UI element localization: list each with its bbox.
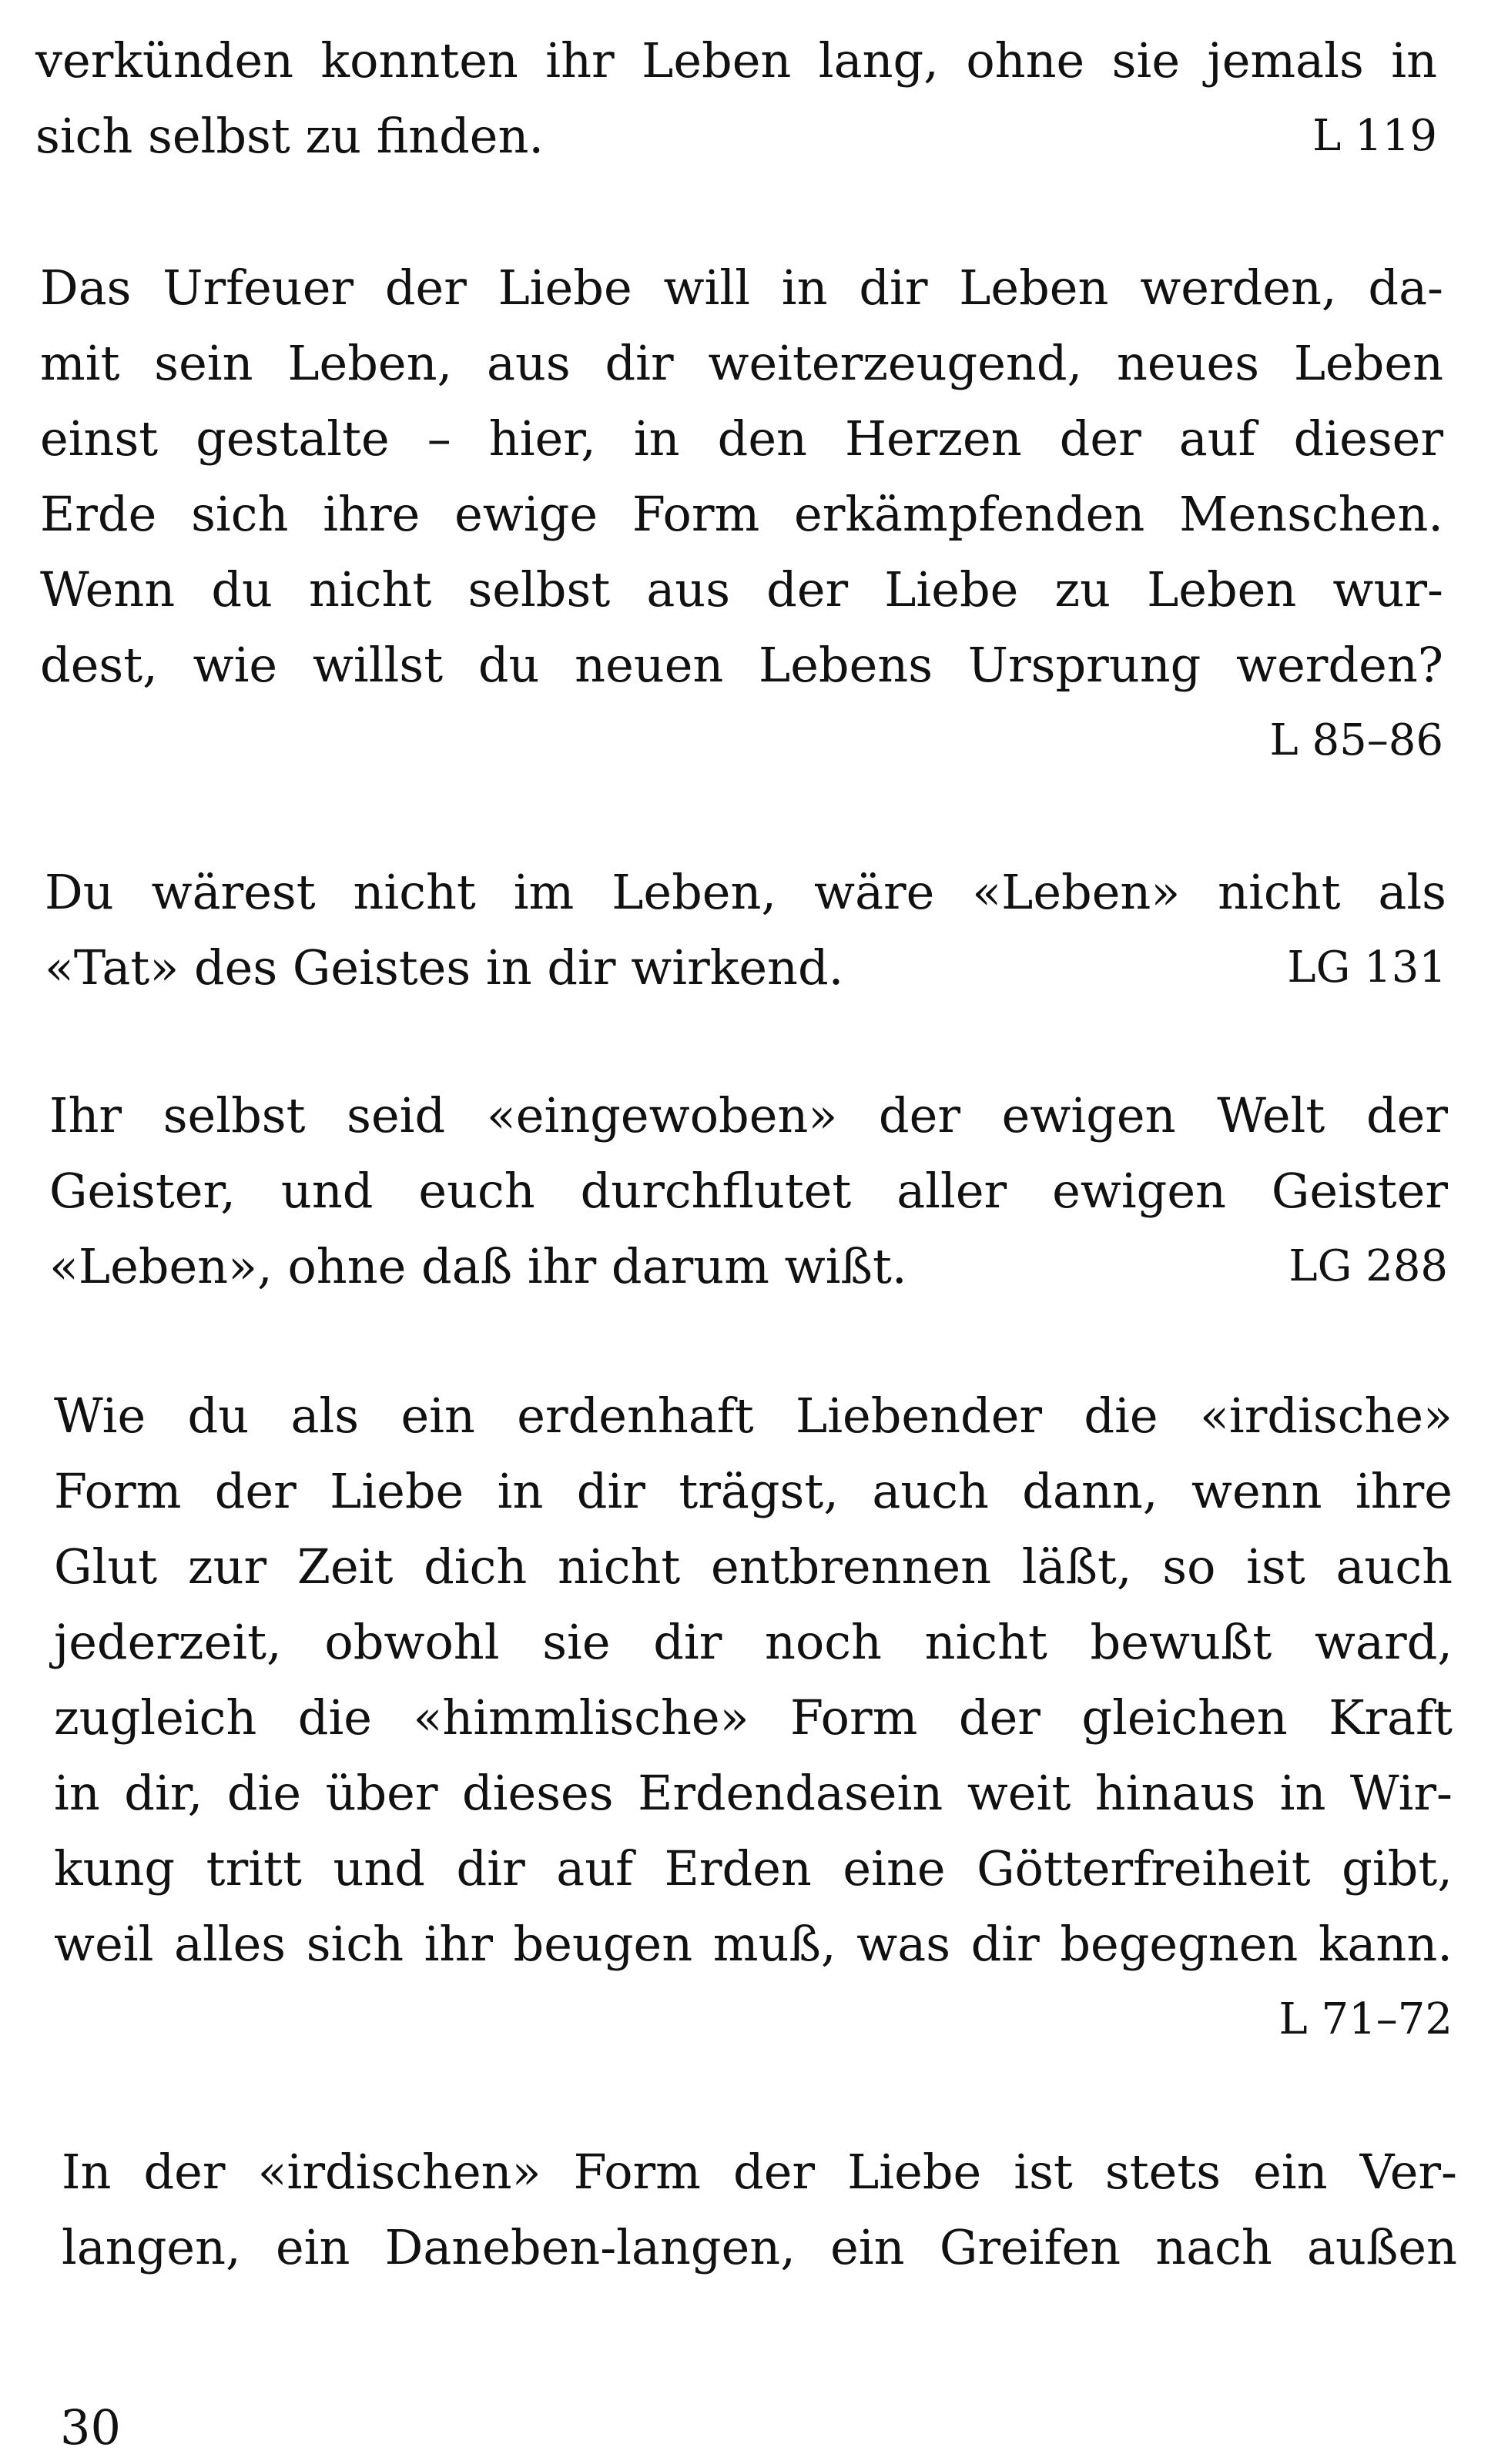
text-line: Du wärest nicht im Leben, wäre «Leben» nicht als (45, 864, 1446, 920)
text-line: Form der Liebe in dir trägst, auch dann, wenn ihre (54, 1463, 1453, 1519)
text-line: einst gestalte – hier, in den Herzen der auf dieser (40, 410, 1443, 467)
text-line: dest, wie willst du neuen Lebens Ursprung werden? (40, 637, 1443, 693)
paragraph-3 (45, 855, 1446, 1006)
text-line: weil alles sich ihr beugen muß, was dir begegnen kann. (54, 1916, 1453, 1972)
text-line: jederzeit, obwohl sie dir noch nicht bewußt ward, (54, 1614, 1453, 1670)
paragraph-4 (49, 1078, 1448, 1304)
text-line: in dir, die über dieses Erdendasein weit hinaus in Wir- (54, 1765, 1453, 1821)
text-line: langen, ein Daneben-langen, ein Greifen nach außen (62, 2219, 1457, 2275)
text-line: mit sein Leben, aus dir weiterzeugend, neues Leben (40, 335, 1443, 391)
text-line: verkünden konnten ihr Leben lang, ohne sie jemals in (35, 32, 1437, 89)
text-line: Wie du als ein erdenhaft Liebender die «irdische» (54, 1388, 1453, 1444)
text-line: Das Urfeuer der Liebe will in dir Leben werden, da- (40, 259, 1443, 316)
paragraph-1 (35, 23, 1437, 174)
source-reference: LG 288 (1289, 1241, 1448, 1291)
page-number: 30 (60, 2399, 121, 2456)
paragraph-5 (54, 1378, 1453, 2057)
text-line: «Tat» des Geistes in dir wirkend. (45, 939, 844, 996)
source-reference: L 119 (1312, 111, 1437, 161)
paragraph-2 (40, 250, 1443, 778)
source-reference: LG 131 (1287, 942, 1446, 993)
text-line-with-reference (35, 99, 1437, 174)
text-line: zugleich die «himmlische» Form der gleichen Kraft (54, 1689, 1453, 1746)
text-line: «Leben», ohne daß ihr darum wißt. (49, 1238, 907, 1294)
text-line: Wenn du nicht selbst aus der Liebe zu Leben wur- (40, 561, 1443, 618)
paragraph-6 (62, 2134, 1457, 2285)
text-line: sich selbst zu finden. (35, 108, 545, 164)
text-line: Erde sich ihre ewige Form erkämpfenden Menschen. (40, 486, 1443, 542)
text-line-with-reference (45, 930, 1446, 1006)
text-line: Glut zur Zeit dich nicht entbrennen läßt, so ist auch (54, 1538, 1453, 1595)
text-line: kung tritt und dir auf Erden eine Götterfreiheit gibt, (54, 1840, 1453, 1897)
text-line-with-reference (49, 1229, 1448, 1304)
source-reference: L 85–86 (1269, 715, 1443, 765)
text-line: Geister, und euch durchflutet aller ewigen Geister (49, 1163, 1448, 1219)
text-line: Ihr selbst seid «eingewoben» der ewigen Welt der (49, 1087, 1448, 1143)
text-line: In der «irdischen» Form der Liebe ist stets ein Ver- (62, 2144, 1457, 2200)
source-reference: L 71–72 (1278, 1994, 1453, 2044)
